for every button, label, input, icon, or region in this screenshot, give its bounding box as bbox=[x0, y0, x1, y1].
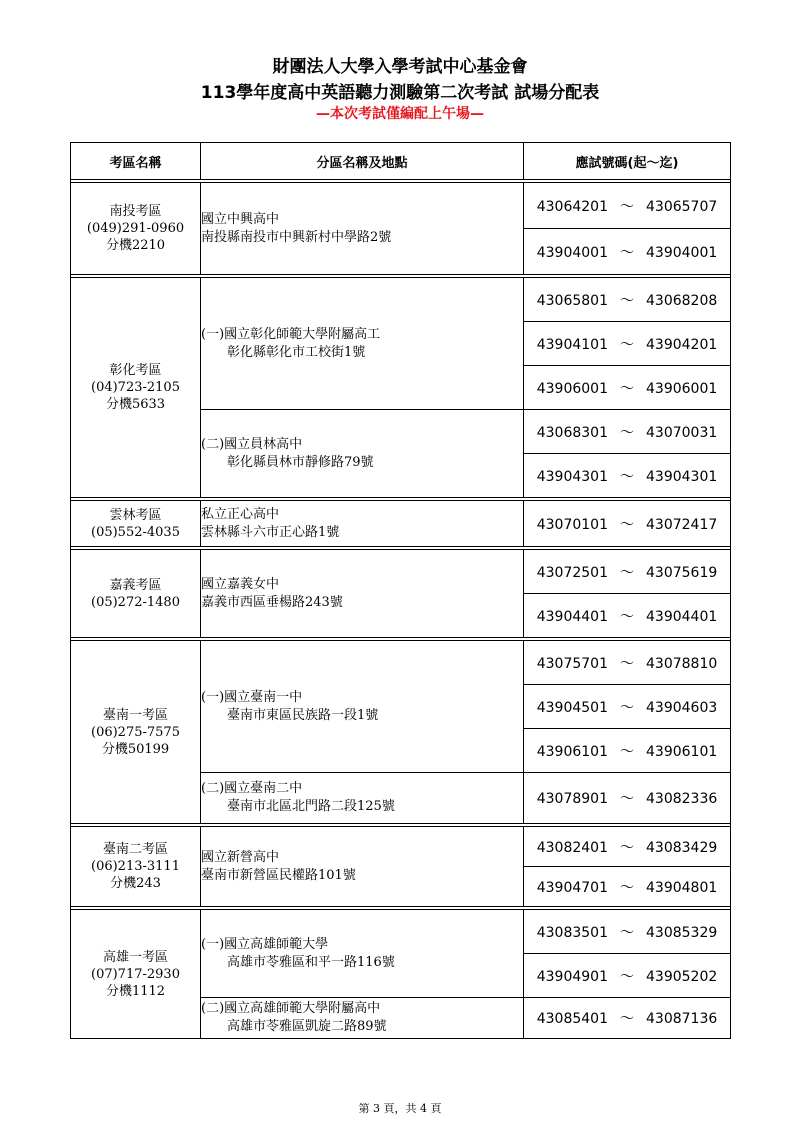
region-phone: (05)552-4035 bbox=[91, 524, 180, 540]
table-row bbox=[71, 550, 731, 594]
number-range-cell bbox=[524, 867, 731, 907]
number-range-cell bbox=[524, 278, 731, 322]
range-start: 43906101 bbox=[536, 743, 608, 760]
site-address: 臺南市新營區民權路101號 bbox=[201, 867, 356, 883]
range-separator: ～ bbox=[620, 608, 634, 625]
number-range-cell bbox=[524, 550, 731, 594]
site-name: 國立嘉義女中 bbox=[201, 576, 280, 592]
site-name: 私立正心高中 bbox=[201, 506, 280, 522]
range-start: 43904101 bbox=[536, 336, 608, 353]
region-phone: (06)213-3111 bbox=[91, 859, 180, 874]
range-separator: ～ bbox=[620, 743, 634, 760]
range-end: 43906101 bbox=[646, 743, 718, 760]
range-end: 43904401 bbox=[646, 608, 718, 625]
table-row bbox=[71, 278, 731, 322]
range-separator: ～ bbox=[620, 699, 634, 716]
site-cell bbox=[201, 827, 524, 907]
range-separator: ～ bbox=[620, 655, 634, 672]
region-cell bbox=[71, 183, 201, 275]
range-start: 43904701 bbox=[536, 879, 608, 896]
region-name: 彰化考區 bbox=[109, 363, 162, 378]
table-row bbox=[71, 641, 731, 685]
header-site: 分區名稱及地點 bbox=[201, 143, 524, 180]
range-separator: ～ bbox=[620, 468, 634, 485]
site-address: 雲林縣斗六市正心路1號 bbox=[201, 524, 340, 540]
table-body bbox=[71, 180, 731, 1039]
region-phone: (06)275-7575 bbox=[91, 724, 180, 740]
range-end: 43904301 bbox=[646, 468, 718, 485]
region-extension: 分機2210 bbox=[105, 238, 166, 253]
site-address: 彰化縣員林市靜修路79號 bbox=[227, 454, 374, 470]
number-range-cell bbox=[524, 729, 731, 773]
site-cell bbox=[201, 998, 524, 1039]
number-range-cell bbox=[524, 183, 731, 229]
range-end: 43904801 bbox=[646, 879, 718, 896]
range-separator: ～ bbox=[620, 564, 634, 581]
region-name: 高雄一考區 bbox=[102, 949, 168, 965]
number-range-cell bbox=[524, 773, 731, 824]
range-start: 43085401 bbox=[536, 1011, 608, 1027]
number-range-cell bbox=[524, 366, 731, 410]
site-cell bbox=[201, 410, 524, 498]
range-end: 43072417 bbox=[646, 516, 718, 533]
site-name: (二)國立臺南二中 bbox=[201, 781, 303, 796]
region-cell bbox=[71, 827, 201, 907]
range-end: 43904001 bbox=[646, 244, 718, 261]
range-separator: ～ bbox=[620, 968, 634, 985]
number-range-cell bbox=[524, 501, 731, 547]
site-name: (一)國立彰化師範大學附屬高工 bbox=[201, 326, 381, 342]
table-row bbox=[71, 827, 731, 867]
site-name: (一)國立臺南一中 bbox=[201, 689, 303, 705]
region-phone: (07)717-2930 bbox=[91, 966, 180, 982]
region-cell bbox=[71, 550, 201, 638]
range-start: 43904401 bbox=[536, 608, 608, 625]
range-separator: ～ bbox=[620, 198, 634, 215]
range-separator: ～ bbox=[620, 879, 634, 896]
range-start: 43065801 bbox=[536, 292, 608, 309]
region-name: 臺南二考區 bbox=[102, 842, 168, 857]
region-extension: 分機243 bbox=[110, 876, 161, 891]
range-start: 43075701 bbox=[536, 655, 608, 672]
range-end: 43904201 bbox=[646, 336, 718, 353]
table-header-row bbox=[71, 143, 731, 180]
site-name: 國立新營高中 bbox=[201, 849, 280, 865]
site-cell bbox=[201, 641, 524, 773]
range-end: 43070031 bbox=[646, 424, 718, 441]
number-range-cell bbox=[524, 322, 731, 366]
range-end: 43085329 bbox=[646, 924, 718, 941]
range-separator: ～ bbox=[620, 839, 634, 856]
range-start: 43906001 bbox=[536, 380, 608, 397]
range-end: 43078810 bbox=[646, 655, 718, 672]
range-start: 43083501 bbox=[536, 924, 608, 941]
range-start: 43072501 bbox=[536, 564, 608, 581]
range-separator: ～ bbox=[620, 791, 634, 807]
region-phone: (04)723-2105 bbox=[91, 380, 180, 395]
site-address: 臺南市東區民族路一段1號 bbox=[227, 707, 379, 723]
site-name: (二)國立高雄師範大學附屬高中 bbox=[201, 1001, 381, 1016]
site-name: 國立中興高中 bbox=[201, 211, 280, 227]
number-range-cell bbox=[524, 910, 731, 954]
site-address: 彰化縣彰化市工校街1號 bbox=[227, 344, 366, 360]
range-end: 43906001 bbox=[646, 380, 718, 397]
site-cell bbox=[201, 773, 524, 824]
range-start: 43078901 bbox=[536, 791, 608, 807]
region-extension: 分機50199 bbox=[101, 741, 170, 757]
site-address: 嘉義市西區垂楊路243號 bbox=[201, 594, 343, 610]
site-cell bbox=[201, 183, 524, 275]
region-cell bbox=[71, 641, 201, 824]
number-range-cell bbox=[524, 685, 731, 729]
site-cell bbox=[201, 278, 524, 410]
site-cell bbox=[201, 501, 524, 547]
range-end: 43068208 bbox=[646, 292, 718, 309]
region-extension: 分機5633 bbox=[105, 397, 166, 412]
allocation-table bbox=[70, 142, 731, 1039]
range-separator: ～ bbox=[620, 380, 634, 397]
site-address: 高雄市苓雅區凱旋二路89號 bbox=[227, 1019, 387, 1034]
session-note: —本次考試僅編配上午場— bbox=[316, 106, 484, 122]
number-range-cell bbox=[524, 641, 731, 685]
range-start: 43070101 bbox=[536, 516, 608, 533]
page-number: 第 3 頁，共 4 頁 bbox=[358, 1102, 442, 1115]
region-phone: (05)272-1480 bbox=[91, 594, 180, 610]
range-end: 43065707 bbox=[646, 198, 718, 215]
region-cell bbox=[71, 910, 201, 1039]
range-start: 43064201 bbox=[536, 198, 608, 215]
region-name: 雲林考區 bbox=[109, 507, 162, 523]
range-start: 43904301 bbox=[536, 468, 608, 485]
range-end: 43075619 bbox=[646, 564, 718, 581]
site-cell bbox=[201, 550, 524, 638]
table-row bbox=[71, 910, 731, 954]
table-row bbox=[71, 501, 731, 547]
range-end: 43905202 bbox=[646, 968, 718, 985]
number-range-cell bbox=[524, 454, 731, 498]
region-name: 臺南一考區 bbox=[102, 707, 168, 723]
range-separator: ～ bbox=[620, 244, 634, 261]
number-range-cell bbox=[524, 229, 731, 275]
header-region: 考區名稱 bbox=[71, 143, 201, 180]
site-address: 臺南市北區北門路二段125號 bbox=[227, 799, 395, 814]
number-range-cell bbox=[524, 410, 731, 454]
range-separator: ～ bbox=[620, 516, 634, 533]
number-range-cell bbox=[524, 594, 731, 638]
region-name: 嘉義考區 bbox=[109, 577, 162, 593]
range-end: 43082336 bbox=[646, 791, 718, 807]
range-start: 43904001 bbox=[536, 244, 608, 261]
site-address: 高雄市苓雅區和平一路116號 bbox=[227, 954, 395, 970]
range-start: 43904901 bbox=[536, 968, 608, 985]
range-separator: ～ bbox=[620, 336, 634, 353]
region-phone: (049)291-0960 bbox=[86, 221, 185, 236]
site-name: (二)國立員林高中 bbox=[201, 436, 303, 452]
range-separator: ～ bbox=[620, 292, 634, 309]
region-cell bbox=[71, 501, 201, 547]
number-range-cell bbox=[524, 954, 731, 998]
region-cell bbox=[71, 278, 201, 498]
document-title: 財團法人大學入學考試中心基金會 bbox=[272, 57, 528, 77]
range-start: 43068301 bbox=[536, 424, 608, 441]
site-name: (一)國立高雄師範大學 bbox=[201, 936, 329, 952]
number-range-cell bbox=[524, 998, 731, 1039]
site-cell bbox=[201, 910, 524, 998]
header-number-range: 應試號碼(起～迄) bbox=[524, 143, 731, 180]
region-name: 南投考區 bbox=[109, 204, 162, 219]
range-separator: ～ bbox=[620, 424, 634, 441]
range-start: 43904501 bbox=[536, 699, 608, 716]
range-end: 43087136 bbox=[646, 1011, 718, 1027]
document-subtitle: 113學年度高中英語聽力測驗第二次考試 試場分配表 bbox=[200, 83, 600, 103]
table-row bbox=[71, 183, 731, 229]
range-end: 43083429 bbox=[646, 839, 718, 856]
range-separator: ～ bbox=[620, 924, 634, 941]
range-separator: ～ bbox=[620, 1011, 634, 1027]
region-extension: 分機1112 bbox=[105, 983, 166, 999]
number-range-cell bbox=[524, 827, 731, 867]
range-start: 43082401 bbox=[536, 839, 608, 856]
range-end: 43904603 bbox=[646, 699, 718, 716]
site-address: 南投縣南投市中興新村中學路2號 bbox=[201, 229, 392, 245]
